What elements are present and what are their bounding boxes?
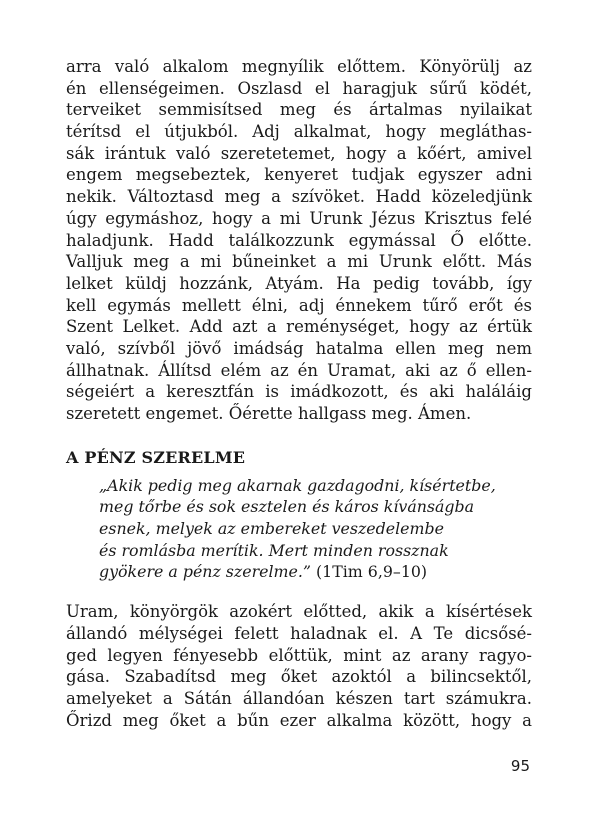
prayer-paragraph-2 bbox=[66, 601, 532, 731]
text-line: szeretett engemet. Őérette hallgass meg. Ámen. bbox=[66, 404, 472, 423]
text-line: terveiket semmisítsed meg és ártalmas nyilaikat bbox=[66, 100, 532, 120]
text-line: haladjunk. Hadd találkozzunk egymással Ő előtte. bbox=[66, 230, 532, 250]
text-line: arra való alkalom megnyílik előttem. Könyörülj az bbox=[66, 57, 532, 76]
text-line: való, szívből jövő imádság hatalma ellen meg nem bbox=[66, 338, 532, 358]
text-line: úgy egymáshoz, hogy a mi Urunk Jézus Krisztus felé bbox=[66, 208, 532, 228]
text-line: Valljuk meg a mi bűneinket a mi Urunk előtt. Más bbox=[66, 252, 532, 272]
text-line: állandó mélységei felett haladnak el. A Te dicsősé- bbox=[66, 623, 532, 643]
page-number: 95 bbox=[510, 757, 530, 775]
quote-line: esnek, melyek az embereket veszedelembe bbox=[99, 519, 444, 539]
text-line: térítsd el útjukból. Adj alkalmat, hogy megláthas- bbox=[66, 122, 532, 142]
text-line: Uram, könyörgök azokért előtted, akik a kísértések bbox=[66, 602, 532, 622]
text-line: én ellenségeimen. Oszlasd el haragjuk sűrű ködét, bbox=[66, 78, 532, 98]
text-line: lelket küldj hozzánk, Atyám. Ha pedig tovább, így bbox=[66, 273, 532, 293]
quote-line: „Akik pedig meg akarnak gazdagodni, kísértetbe, bbox=[99, 475, 496, 495]
quote-line: meg tőrbe és sok esztelen és káros kívánságba bbox=[99, 497, 475, 517]
text-line: ged legyen fényesebb előttük, mint az arany ragyo- bbox=[66, 645, 532, 665]
quote-line: gyökere a pénz szerelme.” (1Tim 6,9–10) bbox=[99, 562, 428, 582]
text-line: sák irántuk való szeretetemet, hogy a kőért, amivel bbox=[66, 143, 532, 163]
section-heading: A PÉNZ SZERELME bbox=[66, 447, 246, 467]
scripture-reference: (1Tim 6,9–10) bbox=[316, 562, 428, 582]
text-line: engem megsebeztek, kenyeret tudjak egyszer adni bbox=[66, 165, 532, 185]
text-line: kell egymás mellett élni, adj énnekem tűrő erőt és bbox=[66, 295, 532, 315]
text-line: ségeiért a keresztfán is imádkozott, és aki haláláig bbox=[66, 382, 532, 402]
text-line: Őrizd meg őket a bűn ezer alkalma között, hogy a bbox=[66, 710, 532, 730]
text-line: nekik. Változtasd meg a szívöket. Hadd közeledjünk bbox=[66, 187, 532, 207]
text-line: gása. Szabadítsd meg őket azoktól a bilincsektől, bbox=[66, 667, 532, 687]
text-line: Szent Lelket. Add azt a reménységet, hogy az értük bbox=[66, 317, 532, 337]
scripture-quote bbox=[99, 475, 532, 583]
quote-line: és romlásba merítik. Mert minden rossznak bbox=[99, 540, 449, 560]
text-line: amelyeket a Sátán állandóan készen tart számukra. bbox=[66, 688, 532, 708]
text-line: állhatnak. Állítsd elém az én Uramat, aki az ő ellen- bbox=[66, 360, 532, 380]
page-body bbox=[66, 56, 532, 731]
prayer-paragraph-1 bbox=[66, 56, 532, 425]
